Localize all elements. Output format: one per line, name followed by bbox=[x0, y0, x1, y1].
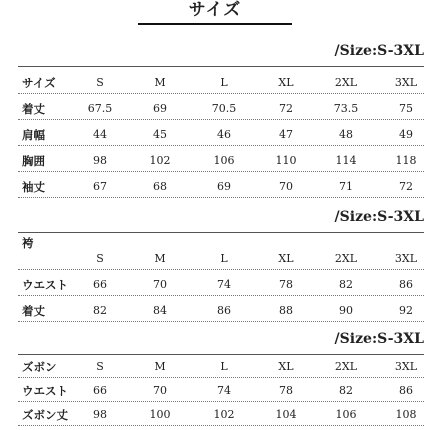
measurement-cell: 102 bbox=[213, 408, 235, 421]
size-column-header: XL bbox=[278, 360, 294, 373]
dotted-row-divider bbox=[18, 145, 424, 146]
size-column-header: L bbox=[220, 360, 228, 373]
measurement-cell: 104 bbox=[275, 408, 297, 421]
measurement-cell: 67.5 bbox=[87, 102, 113, 115]
size-column-header: 3XL bbox=[394, 360, 418, 373]
measurement-cell: 98 bbox=[93, 408, 107, 421]
row-label: 着丈 bbox=[22, 102, 45, 116]
measurement-cell: 48 bbox=[339, 128, 353, 141]
size-column-header: 3XL bbox=[394, 76, 418, 89]
dotted-row-divider bbox=[18, 425, 424, 426]
size-column-header: 2XL bbox=[334, 360, 358, 373]
measurement-cell: 78 bbox=[279, 278, 293, 291]
measurement-row bbox=[0, 124, 430, 148]
measurement-cell: 45 bbox=[153, 128, 167, 141]
measurement-cell: 49 bbox=[399, 128, 413, 141]
measurement-cell: 72 bbox=[279, 102, 293, 115]
measurement-cell: 66 bbox=[93, 278, 107, 291]
size-range-label: /Size:S-3XL bbox=[334, 43, 424, 59]
measurement-cell: 102 bbox=[149, 154, 171, 167]
measurement-cell: 71 bbox=[339, 180, 353, 193]
measurement-row bbox=[0, 274, 430, 298]
measurement-cell: 92 bbox=[399, 304, 413, 317]
dotted-row-divider bbox=[18, 171, 424, 172]
measurement-cell: 118 bbox=[395, 154, 417, 167]
measurement-cell: 106 bbox=[335, 408, 357, 421]
measurement-cell: 86 bbox=[399, 384, 413, 397]
table-top-rule bbox=[18, 66, 424, 67]
measurement-cell: 67 bbox=[93, 180, 107, 193]
measurement-cell: 82 bbox=[339, 384, 353, 397]
measurement-cell: 82 bbox=[339, 278, 353, 291]
page-title: サイズ bbox=[188, 0, 242, 20]
size-column-header: 3XL bbox=[394, 252, 418, 265]
measurement-cell: 70 bbox=[153, 278, 167, 291]
size-column-header: M bbox=[154, 252, 166, 265]
dotted-row-divider bbox=[18, 197, 424, 198]
measurement-cell: 90 bbox=[339, 304, 353, 317]
size-column-header: 2XL bbox=[334, 76, 358, 89]
size-column-header: XL bbox=[278, 76, 294, 89]
measurement-row bbox=[0, 380, 430, 404]
size-column-header: L bbox=[220, 252, 228, 265]
measurement-cell: 82 bbox=[93, 304, 107, 317]
dotted-row-divider bbox=[18, 321, 424, 322]
measurement-cell: 69 bbox=[217, 180, 231, 193]
measurement-cell: 86 bbox=[399, 278, 413, 291]
header-label: ズボン bbox=[22, 360, 57, 374]
size-header-row bbox=[0, 248, 430, 272]
measurement-cell: 73.5 bbox=[333, 102, 359, 115]
dotted-row-divider bbox=[18, 401, 424, 402]
size-range-label: /Size:S-3XL bbox=[334, 331, 424, 347]
measurement-cell: 47 bbox=[279, 128, 293, 141]
size-column-header: S bbox=[96, 360, 104, 373]
measurement-cell: 74 bbox=[217, 384, 231, 397]
measurement-cell: 70 bbox=[279, 180, 293, 193]
measurement-cell: 70.5 bbox=[211, 102, 237, 115]
measurement-cell: 72 bbox=[399, 180, 413, 193]
measurement-cell: 78 bbox=[279, 384, 293, 397]
title-underline bbox=[138, 23, 292, 25]
measurement-cell: 110 bbox=[275, 154, 297, 167]
measurement-row bbox=[0, 404, 430, 428]
measurement-cell: 44 bbox=[93, 128, 107, 141]
row-label: ズボン丈 bbox=[22, 408, 68, 422]
size-range-label: /Size:S-3XL bbox=[334, 209, 424, 225]
measurement-cell: 70 bbox=[153, 384, 167, 397]
header-label: サイズ bbox=[22, 76, 56, 90]
measurement-cell: 108 bbox=[395, 408, 417, 421]
measurement-cell: 114 bbox=[335, 154, 357, 167]
measurement-row bbox=[0, 300, 430, 324]
row-label: 着丈 bbox=[22, 304, 45, 318]
row-label: 袖丈 bbox=[22, 180, 45, 194]
section-label: 袴 bbox=[22, 236, 34, 250]
dotted-row-divider bbox=[18, 295, 424, 296]
measurement-cell: 46 bbox=[217, 128, 231, 141]
row-label: ウエスト bbox=[22, 384, 68, 398]
measurement-row bbox=[0, 176, 430, 200]
measurement-cell: 68 bbox=[153, 180, 167, 193]
dotted-row-divider bbox=[18, 377, 424, 378]
measurement-cell: 106 bbox=[213, 154, 235, 167]
size-header-row bbox=[0, 356, 430, 380]
table-top-rule bbox=[18, 232, 424, 233]
measurement-cell: 75 bbox=[399, 102, 413, 115]
measurement-row bbox=[0, 150, 430, 174]
measurement-row bbox=[0, 98, 430, 122]
row-label: 胸囲 bbox=[22, 154, 45, 168]
table-top-rule bbox=[18, 354, 424, 355]
measurement-cell: 98 bbox=[93, 154, 107, 167]
measurement-cell: 74 bbox=[217, 278, 231, 291]
size-header-row bbox=[0, 72, 430, 96]
dotted-row-divider bbox=[18, 119, 424, 120]
measurement-cell: 86 bbox=[217, 304, 231, 317]
measurement-cell: 69 bbox=[153, 102, 167, 115]
size-column-header: XL bbox=[278, 252, 294, 265]
size-column-header: M bbox=[154, 76, 166, 89]
row-label: 肩幅 bbox=[22, 128, 45, 142]
dotted-row-divider bbox=[18, 269, 424, 270]
size-column-header: L bbox=[220, 76, 228, 89]
size-column-header: S bbox=[96, 76, 104, 89]
size-column-header: S bbox=[96, 252, 104, 265]
measurement-cell: 66 bbox=[93, 384, 107, 397]
size-column-header: M bbox=[154, 360, 166, 373]
measurement-cell: 84 bbox=[153, 304, 167, 317]
size-column-header: 2XL bbox=[334, 252, 358, 265]
dotted-row-divider bbox=[18, 93, 424, 94]
row-label: ウエスト bbox=[22, 278, 68, 292]
measurement-cell: 100 bbox=[149, 408, 171, 421]
measurement-cell: 88 bbox=[279, 304, 293, 317]
